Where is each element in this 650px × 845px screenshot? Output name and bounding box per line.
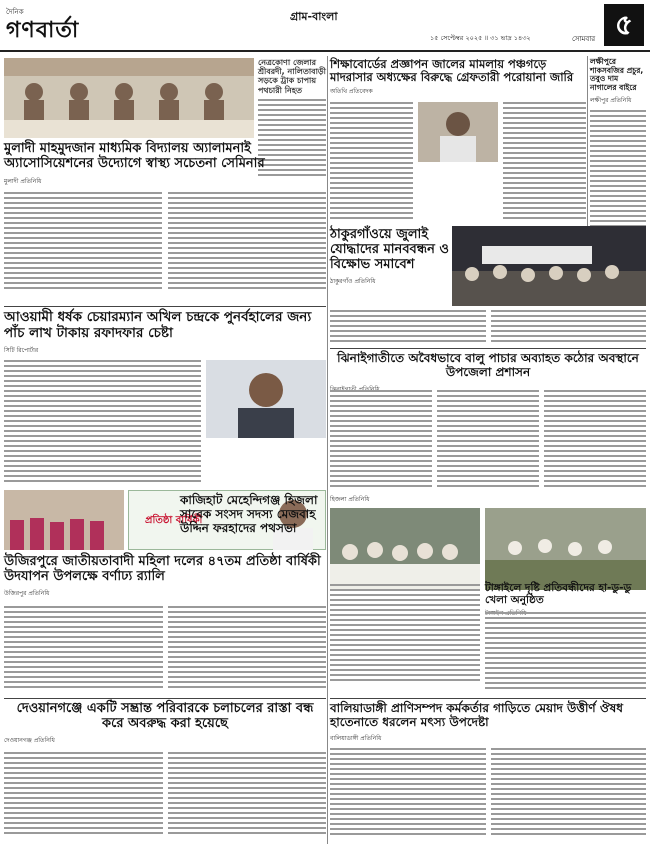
- chairman-photo-art: [206, 360, 326, 438]
- column-divider: [587, 56, 588, 226]
- headline: টাঙ্গাইলে দৃষ্টি প্রতিবন্ধীদের হা-ডু-ডু খেলা অনুষ্ঠিত: [485, 582, 632, 607]
- rally-photo-2-art: [330, 508, 480, 590]
- story-s9-body: [485, 612, 646, 692]
- story-s3-body: [330, 102, 586, 222]
- headline: শিক্ষাবোর্ডের প্রজ্ঞাপন জালের মামলায় পঞ্চগড়ে মাদরাসার অধ্যক্ষের বিরুদ্ধে গ্রেফতারী পরোয়ানা জারি: [330, 57, 574, 85]
- seminar-photo-art: [4, 58, 254, 138]
- logo-title: গণবার্তা: [6, 18, 80, 43]
- headline: আওয়ামী ধর্ষক চেয়ারম্যান অখিল চন্দ্রকে পুনর্বহালের জন্য পাঁচ লাখ টাকায় রফাদফার চেষ্টা: [4, 309, 312, 341]
- byline: অতিথি প্রতিবেদক: [330, 88, 373, 96]
- headline: ঝিনাইগাতীতে অবৈধভাবে বালু পাচার অব্যাহত কঠোর অবস্থানে উপজেলা প্রশাসন: [337, 351, 639, 379]
- headline: কাজিহাট মেহেন্দিগঞ্জ হিজলা সাবেক সংসদ সদস্য মেজবাহ উদ্দিন ফরহাদের পথসভা: [180, 493, 318, 535]
- story-s5[interactable]: [4, 310, 326, 356]
- story-s1-body: [4, 192, 326, 302]
- byline: হিজলা প্রতিনিধি: [330, 496, 370, 503]
- rally-photo-1: [4, 490, 124, 550]
- byline: উজিরপুর প্রতিনিধি: [4, 589, 50, 597]
- divider: [330, 698, 646, 699]
- byline: লক্ষীপুর প্রতিনিধি: [590, 96, 632, 104]
- page-number: ৫: [604, 4, 644, 46]
- logo-subtitle: দৈনিক: [6, 8, 24, 16]
- story-s8-wrap: [330, 494, 646, 590]
- divider: [330, 348, 646, 349]
- story-s1[interactable]: [4, 142, 326, 187]
- story-s7-body: [330, 390, 646, 490]
- headline: নেত্রকোণা জেলার শ্রীবরদী, নালিতাবাড়ী সড়কে ট্রাক চাপায় পথচারী নিহত: [258, 58, 326, 95]
- story-s7[interactable]: [330, 352, 646, 395]
- story-s10[interactable]: [4, 555, 326, 599]
- headline: বালিয়াডাঙ্গী প্রাণিসম্পদ কর্মকর্তার গাড়িতে মেয়াদ উত্তীর্ণ ঔষধ হাতেনাতে ধরলেন মৎস্য উপদেষ্টা: [330, 701, 624, 729]
- headline: মুলাদী মাহমুদজান মাধ্যমিক বিদ্যালয় অ্যালামনাই অ্যাসোসিয়েশনের উদ্যোগে স্বাস্থ্য সচেতনা সেমিনার: [4, 141, 265, 171]
- story-s8-body: [330, 584, 480, 684]
- headline: দেওয়ানগঞ্জে একটি সম্ভ্রান্ত পরিবারকে চলাচলের রাস্তা বন্ধ করে অবরুদ্ধ করা হয়েছে: [16, 701, 314, 731]
- headline: উজিরপুরে জাতীয়তাবাদী মহিলা দলের ৪৭তম প্রতিষ্ঠা বার্ষিকী উদযাপন উপলক্ষে বর্ণাঢ্য র‍্যালি: [4, 554, 321, 584]
- byline: ঠাকুরগাঁও প্রতিনিধি: [330, 277, 376, 285]
- story-s8[interactable]: [180, 494, 326, 535]
- section-title: গ্রাম-বাংলা: [290, 10, 338, 23]
- story-s5-body: [4, 360, 326, 485]
- story-s10-body: [4, 606, 326, 694]
- masthead: [0, 0, 650, 52]
- rally-photo-2: [330, 508, 480, 590]
- person-photo: [418, 102, 498, 162]
- hadudu-photo-art: [485, 508, 646, 590]
- divider: [4, 306, 326, 307]
- newspaper-logo[interactable]: [6, 6, 118, 46]
- person-photo-art: [418, 102, 498, 162]
- rally-photo-1-art: [4, 490, 124, 550]
- banner-text: প্রতিষ্ঠা বার্ষিকী: [145, 515, 203, 526]
- story-s6[interactable]: [330, 228, 450, 287]
- seminar-photo: [4, 58, 254, 138]
- byline: বালিয়াডাঙ্গী প্রতিনিধি: [330, 734, 382, 742]
- chairman-photo: [206, 360, 326, 438]
- story-s6-body: [330, 310, 646, 346]
- column-divider: [327, 56, 328, 844]
- hadudu-photo: [485, 508, 646, 590]
- story-s12-body: [330, 748, 646, 840]
- story-s12[interactable]: [330, 702, 646, 744]
- byline: মুলাদী প্রতিনিধি: [4, 177, 42, 185]
- story-s3[interactable]: [330, 58, 586, 97]
- headline: লক্ষীপুরে শাকসবজির প্রচুর, তবুও দাম নাগালের বাইরে: [590, 57, 644, 92]
- story-s11-body: [4, 752, 326, 840]
- protest-photo: [452, 226, 646, 306]
- day-name: সোমবার: [572, 35, 596, 43]
- byline: সিটি রিপোর্টার: [4, 347, 39, 355]
- byline: দেওয়ানগঞ্জ প্রতিনিধি: [4, 736, 55, 744]
- protest-photo-art: [452, 226, 646, 306]
- story-s11[interactable]: [4, 702, 326, 746]
- divider: [4, 698, 326, 699]
- headline: ঠাকুরগাঁওয়ে জুলাই যোদ্ধাদের মানববন্ধন ও বিক্ষোভ সমাবেশ: [330, 227, 449, 272]
- date-line: ১৫ সেপ্টেম্বর ২০২৫ ॥ ৩১ ভাদ্র ১৪৩২: [430, 34, 531, 42]
